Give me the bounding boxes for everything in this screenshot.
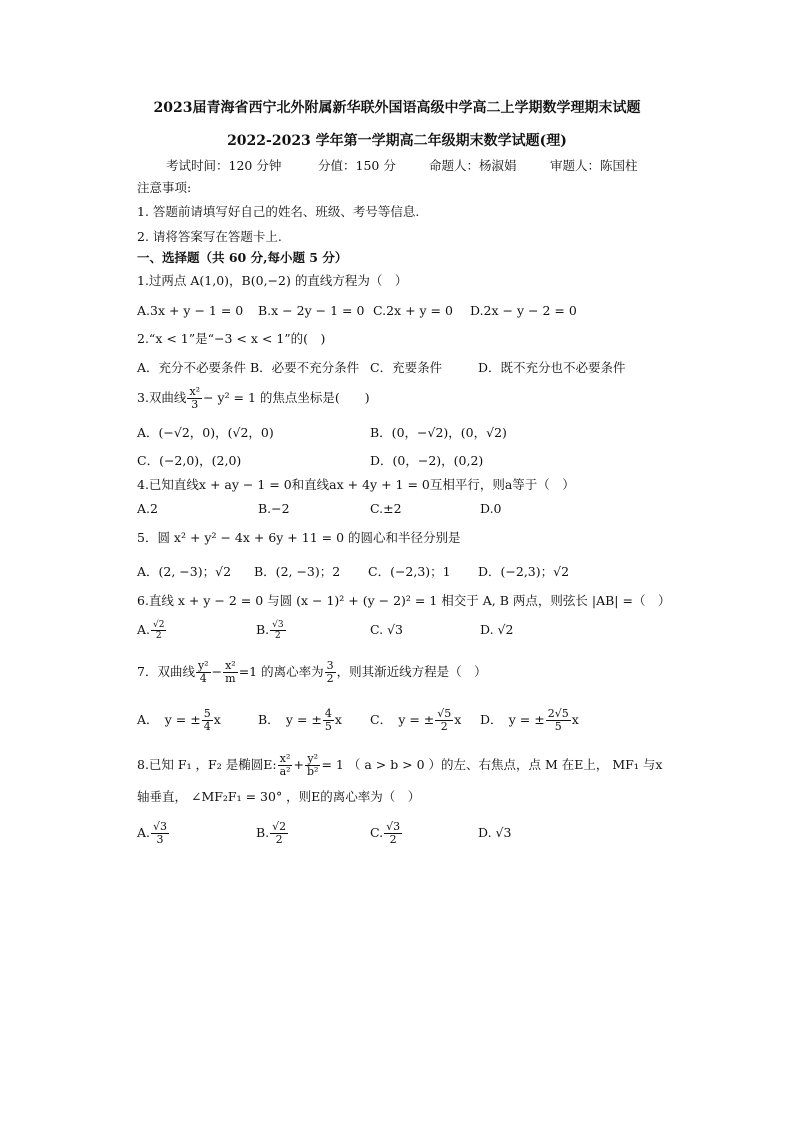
- question-3-option-d: D．(0，−2)，(0,2): [370, 453, 484, 468]
- question-1-option-b: B.x − 2y − 1 = 0: [258, 303, 365, 318]
- page-title: 2023届青海省西宁北外附属新华联外国语高级中学高二上学期数学理期末试题: [153, 100, 641, 116]
- question-6-option-b-fraction: [270, 620, 285, 641]
- question-7-f2-den: m: [225, 672, 236, 685]
- question-7-option-b: [258, 706, 342, 734]
- question-8-option-a-den: 3: [156, 833, 164, 846]
- question-7-option-d-den: 5: [554, 720, 562, 733]
- question-7-option-b-fraction: [323, 708, 334, 733]
- question-7-f3-den: 2: [326, 672, 334, 685]
- question-7-option-c-num: √5: [437, 707, 452, 720]
- question-8-f2-den: b²: [307, 765, 319, 778]
- question-7-stem: [137, 658, 487, 686]
- question-1-stem: 1.过两点 A(1,0)，B(0,−2) 的直线方程为（ ）: [137, 273, 408, 288]
- question-1-option-a: A.3x + y − 1 = 0: [137, 303, 244, 318]
- question-3-frac-den: 3: [191, 398, 199, 411]
- question-4-option-c: C.±2: [370, 501, 402, 516]
- question-7-option-c-den: 2: [440, 720, 448, 733]
- question-6-option-a: [137, 618, 167, 642]
- question-6-option-b-den: 2: [275, 631, 281, 641]
- question-6-option-b-label: B.: [256, 622, 270, 637]
- question-7-option-b-pre: B． y = ±: [258, 712, 322, 727]
- question-7-option-d-post: x: [571, 712, 579, 727]
- question-8-option-a-num: √3: [153, 820, 168, 833]
- question-2-option-a: A．充分不必要条件: [137, 360, 247, 375]
- question-2-option-d: D．既不充分也不必要条件: [478, 360, 626, 375]
- question-2-option-c: C．充要条件: [370, 360, 443, 375]
- question-7-f1-num: y²: [197, 659, 209, 672]
- question-7-fraction-3: [325, 660, 336, 685]
- question-8-stem-line-2: 轴垂直， ∠MF₂F₁ = 30° ，则E的离心率为（ ）: [137, 789, 421, 804]
- question-7-option-c-post: x: [454, 712, 462, 727]
- question-8-option-c-den: 2: [389, 833, 397, 846]
- question-8-f2-num: y²: [307, 752, 319, 765]
- exam-score: 分值：150 分: [318, 158, 396, 173]
- question-6-option-a-label: A.: [137, 622, 151, 637]
- question-8-stem: [137, 750, 662, 780]
- question-7-option-a-post: x: [213, 712, 221, 727]
- question-8-option-c-label: C.: [370, 825, 384, 840]
- question-4-option-d: D.0: [480, 501, 502, 516]
- question-8-option-c: [370, 818, 403, 848]
- question-8-option-a: [137, 818, 170, 848]
- question-7-minus: −: [211, 664, 223, 679]
- question-7-option-c-pre: C． y = ±: [370, 712, 435, 727]
- question-8-option-b-den: 2: [275, 833, 283, 846]
- question-7-mid: =1 的离心率为: [238, 664, 324, 679]
- question-8-option-c-fraction: [384, 821, 402, 846]
- question-4-option-b: B.−2: [258, 501, 290, 516]
- question-5-option-a: A．(2, −3)；√2: [137, 564, 232, 579]
- question-7-option-a: [137, 706, 221, 734]
- question-6-option-c: C. √3: [370, 622, 403, 637]
- question-3-fraction: [187, 386, 202, 411]
- question-3-stem-pre: 3.双曲线: [137, 390, 187, 405]
- question-6-option-a-den: 2: [155, 631, 162, 641]
- question-7-stem-pre: 7．双曲线: [137, 664, 195, 679]
- question-8-option-c-num: √3: [386, 820, 401, 833]
- question-5-stem: 5．圆 x² + y² − 4x + 6y + 11 = 0 的圆心和半径分别是: [137, 530, 461, 545]
- question-7-option-d: [480, 706, 579, 734]
- question-8-fraction-2: [305, 753, 320, 778]
- question-7-option-d-num: 2√5: [547, 707, 569, 720]
- question-3-option-b: B．(0，−√2)，(0，√2): [370, 425, 507, 440]
- question-3-frac-num: x²: [189, 385, 201, 398]
- question-7-option-a-pre: A． y = ±: [137, 712, 201, 727]
- question-4-option-a: A.2: [137, 501, 158, 516]
- note-item-1: 1. 答题前请填写好自己的姓名、班级、考号等信息.: [137, 204, 420, 219]
- question-8-f1-num: x²: [279, 752, 291, 765]
- question-4-stem: 4.已知直线x + ay − 1 = 0和直线ax + 4y + 1 = 0互相平行，则a等于（ ）: [137, 477, 575, 492]
- question-7-f1-den: 4: [199, 672, 207, 685]
- question-8-option-d: D. √3: [478, 825, 512, 840]
- question-6-option-a-num: √2: [153, 620, 165, 630]
- question-7-option-b-num: 4: [324, 707, 332, 720]
- question-7-f3-num: 3: [326, 659, 334, 672]
- exam-time: 考试时间：120 分钟: [166, 158, 282, 173]
- question-7-fraction-2: [223, 660, 238, 685]
- question-7-option-b-den: 5: [324, 720, 332, 733]
- question-8-stem-pre: 8.已知 F₁ ，F₂ 是椭圆E:: [137, 757, 277, 772]
- question-7-option-a-den: 4: [203, 720, 211, 733]
- section-heading: 一、选择题（共 60 分,每小题 5 分）: [137, 250, 348, 265]
- question-3-stem: [137, 386, 370, 411]
- question-7-option-c-fraction: [435, 708, 453, 733]
- question-5-option-c: C．(−2,3)；1: [368, 564, 451, 579]
- notes-heading: 注意事项:: [137, 180, 192, 195]
- note-item-2: 2. 请将答案写在答题卡上.: [137, 229, 282, 244]
- question-7-option-a-num: 5: [203, 707, 211, 720]
- question-6-option-a-fraction: [151, 620, 166, 641]
- question-5-option-b: B．(2, −3)；2: [254, 564, 341, 579]
- question-2-option-b: B．必要不充分条件: [250, 360, 360, 375]
- question-8-option-b: [256, 818, 289, 848]
- question-6-option-b: [256, 618, 287, 642]
- question-1-option-d: D.2x − y − 2 = 0: [470, 303, 577, 318]
- question-7-option-a-fraction: [202, 708, 213, 733]
- question-7-fraction-1: [196, 660, 211, 685]
- question-7-option-d-fraction: [546, 708, 571, 733]
- question-5-option-d: D．(−2,3)；√2: [478, 564, 570, 579]
- question-6-option-d: D. √2: [480, 622, 514, 637]
- question-1-option-c: C.2x + y = 0: [373, 303, 453, 318]
- question-7-option-d-pre: D． y = ±: [480, 712, 545, 727]
- question-7-option-b-post: x: [334, 712, 342, 727]
- question-3-stem-post: − y² = 1 的焦点坐标是( ): [203, 390, 370, 405]
- question-8-option-a-fraction: [151, 821, 169, 846]
- question-8-stem-post: = 1 （ a > b > 0 ）的左、右焦点，点 M 在E上， MF₁ 与x: [321, 757, 663, 772]
- exam-subtitle: 2022-2023 学年第一学期高二年级期末数学试题(理): [227, 133, 567, 149]
- question-7-f2-num: x²: [225, 659, 236, 672]
- exam-reviewer: 审题人：陈国柱: [550, 158, 638, 173]
- question-8-f1-den: a²: [279, 765, 291, 778]
- question-8-plus: +: [293, 757, 305, 772]
- question-8-fraction-1: [278, 753, 293, 778]
- question-8-option-b-label: B.: [256, 825, 270, 840]
- question-8-option-b-num: √2: [272, 820, 287, 833]
- question-3-option-a: A．(−√2，0)，(√2，0): [137, 425, 274, 440]
- question-7-option-c: [370, 706, 461, 734]
- question-8-option-a-label: A.: [137, 825, 151, 840]
- question-6-stem: 6.直线 x + y − 2 = 0 与圆 (x − 1)² + (y − 2)² = 1 相交于 A, B 两点，则弦长 |AB| =（ ）: [137, 593, 671, 608]
- question-8-option-b-fraction: [270, 821, 288, 846]
- question-6-option-b-num: √3: [272, 620, 284, 630]
- question-7-stem-post: ，则其渐近线方程是（ ）: [336, 664, 487, 679]
- exam-setter: 命题人：杨淑娟: [429, 158, 517, 173]
- question-2-stem: 2.“x < 1”是“−3 < x < 1”的( ): [137, 331, 326, 346]
- question-3-option-c: C．(−2,0)，(2,0): [137, 453, 242, 468]
